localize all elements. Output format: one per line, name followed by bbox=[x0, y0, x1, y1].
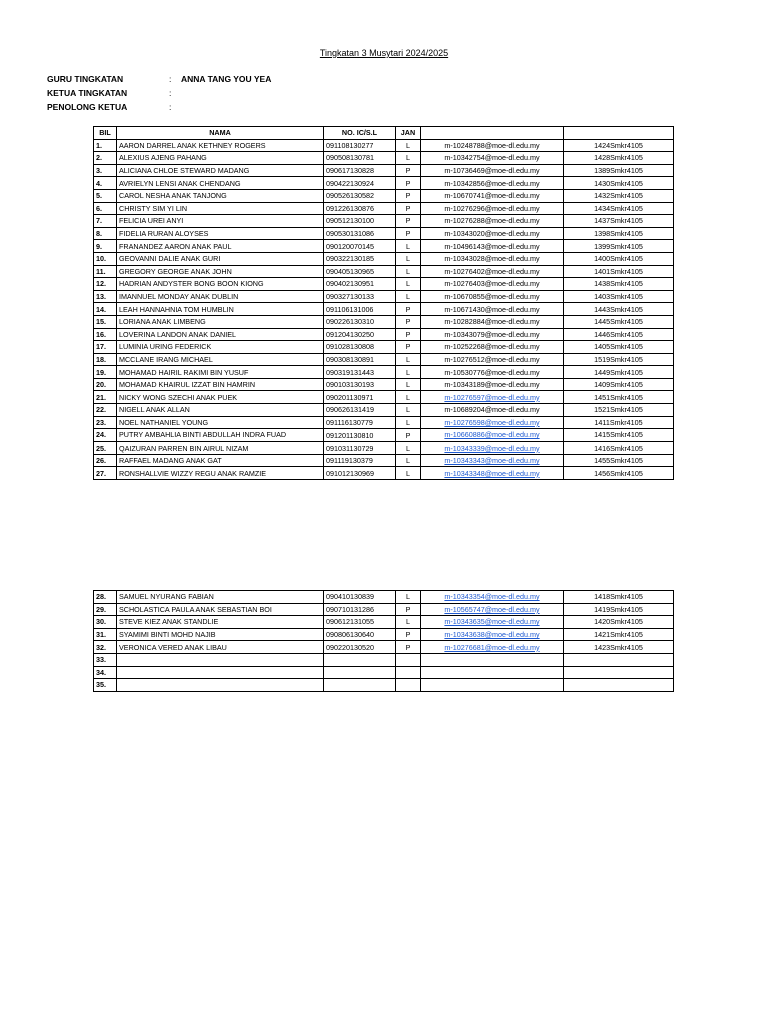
cell-email bbox=[421, 391, 564, 404]
email-link[interactable]: m-10282884@moe-dl.edu.my bbox=[444, 317, 540, 327]
cell-id: 1451Smkr4105 bbox=[564, 391, 674, 404]
cell-email bbox=[421, 429, 564, 442]
cell-bil: 4. bbox=[94, 177, 117, 190]
cell-ic: 090322130185 bbox=[324, 252, 396, 265]
cell-bil: 30. bbox=[94, 616, 117, 629]
cell-id: 1411Smkr4105 bbox=[564, 416, 674, 429]
email-link[interactable]: m-10689204@moe-dl.edu.my bbox=[444, 405, 540, 415]
cell-name: QAIZURAN PARREN BIN AIRUL NIZAM bbox=[117, 442, 324, 455]
cell-id: 1423Smkr4105 bbox=[564, 641, 674, 654]
cell-jan: L bbox=[396, 391, 421, 404]
cell-jan: P bbox=[396, 429, 421, 442]
cell-ic: 090410130839 bbox=[324, 591, 396, 604]
cell-name: VERONICA VERED ANAK LIBAU bbox=[117, 641, 324, 654]
cell-jan bbox=[396, 666, 421, 679]
email-link[interactable]: m-10276403@moe-dl.edu.my bbox=[444, 279, 540, 289]
email-link[interactable]: m-10343638@moe-dl.edu.my bbox=[444, 630, 540, 640]
cell-jan: L bbox=[396, 467, 421, 480]
email-link[interactable]: m-10252268@moe-dl.edu.my bbox=[444, 342, 540, 352]
cell-name: FELICIA UREI ANYI bbox=[117, 215, 324, 228]
cell-ic: 090530131086 bbox=[324, 227, 396, 240]
cell-name: GREGORY GEORGE ANAK JOHN bbox=[117, 265, 324, 278]
cell-bil: 1. bbox=[94, 139, 117, 152]
cell-email bbox=[421, 177, 564, 190]
cell-ic: 090327130133 bbox=[324, 290, 396, 303]
cell-bil: 19. bbox=[94, 366, 117, 379]
cell-email bbox=[421, 240, 564, 253]
cell-id bbox=[564, 666, 674, 679]
cell-ic: 090120070145 bbox=[324, 240, 396, 253]
cell-ic: 091028130808 bbox=[324, 341, 396, 354]
email-link[interactable]: m-10565747@moe-dl.edu.my bbox=[444, 604, 540, 614]
cell-email bbox=[421, 591, 564, 604]
info-row-guru bbox=[47, 72, 547, 86]
table-row bbox=[94, 641, 674, 654]
table-row bbox=[94, 152, 674, 165]
cell-ic: 090617130828 bbox=[324, 164, 396, 177]
cell-id: 1420Smkr4105 bbox=[564, 616, 674, 629]
table-row bbox=[94, 416, 674, 429]
cell-bil: 5. bbox=[94, 189, 117, 202]
cell-email bbox=[421, 278, 564, 291]
cell-jan: P bbox=[396, 328, 421, 341]
cell-jan: L bbox=[396, 290, 421, 303]
cell-bil: 10. bbox=[94, 252, 117, 265]
cell-ic: 091201130810 bbox=[324, 429, 396, 442]
email-link[interactable]: m-10343343@moe-dl.edu.my bbox=[444, 456, 540, 466]
cell-ic: 090508130781 bbox=[324, 152, 396, 165]
cell-name: AVRIELYN LENSI ANAK CHENDANG bbox=[117, 177, 324, 190]
header-email bbox=[421, 127, 564, 140]
cell-email bbox=[421, 442, 564, 455]
cell-bil: 14. bbox=[94, 303, 117, 316]
email-link[interactable]: m-10276598@moe-dl.edu.my bbox=[444, 417, 540, 427]
cell-bil: 20. bbox=[94, 378, 117, 391]
email-link[interactable]: m-10670855@moe-dl.edu.my bbox=[444, 292, 540, 302]
table-row bbox=[94, 189, 674, 202]
header-jan: JAN bbox=[396, 127, 421, 140]
cell-bil: 7. bbox=[94, 215, 117, 228]
email-link[interactable]: m-10671430@moe-dl.edu.my bbox=[444, 304, 540, 314]
cell-id: 1456Smkr4105 bbox=[564, 467, 674, 480]
email-link[interactable]: m-10276512@moe-dl.edu.my bbox=[444, 354, 540, 364]
cell-name: ALEXIUS AJENG PAHANG bbox=[117, 152, 324, 165]
cell-id: 1434Smkr4105 bbox=[564, 202, 674, 215]
student-table-1 bbox=[93, 126, 674, 480]
table-row bbox=[94, 366, 674, 379]
table-row bbox=[94, 278, 674, 291]
cell-email bbox=[421, 189, 564, 202]
cell-ic: 090526130582 bbox=[324, 189, 396, 202]
cell-ic: 091226130876 bbox=[324, 202, 396, 215]
cell-name: FRANANDEZ AARON ANAK PAUL bbox=[117, 240, 324, 253]
cell-ic: 091012130969 bbox=[324, 467, 396, 480]
table-row bbox=[94, 240, 674, 253]
cell-ic: 090806130640 bbox=[324, 628, 396, 641]
cell-id bbox=[564, 679, 674, 692]
cell-bil: 35. bbox=[94, 679, 117, 692]
cell-ic: 091204130250 bbox=[324, 328, 396, 341]
cell-name: NIGELL ANAK ALLAN bbox=[117, 404, 324, 417]
cell-jan: L bbox=[396, 404, 421, 417]
cell-jan: P bbox=[396, 628, 421, 641]
table-row bbox=[94, 215, 674, 228]
cell-id: 1389Smkr4105 bbox=[564, 164, 674, 177]
cell-name: SCHOLASTICA PAULA ANAK SEBASTIAN BOI bbox=[117, 603, 324, 616]
cell-email bbox=[421, 303, 564, 316]
table-row bbox=[94, 139, 674, 152]
email-link[interactable]: m-10276288@moe-dl.edu.my bbox=[444, 216, 540, 226]
cell-jan: L bbox=[396, 139, 421, 152]
cell-email bbox=[421, 328, 564, 341]
table-row bbox=[94, 177, 674, 190]
cell-id: 1443Smkr4105 bbox=[564, 303, 674, 316]
page-title: Tingkatan 3 Musytari 2024/2025 bbox=[319, 48, 449, 58]
header-bil: BIL bbox=[94, 127, 117, 140]
cell-name: FIDELIA RURAN ALOYSES bbox=[117, 227, 324, 240]
cell-ic: 090201130971 bbox=[324, 391, 396, 404]
info-row-ketua bbox=[47, 86, 547, 100]
cell-email bbox=[421, 666, 564, 679]
cell-bil: 17. bbox=[94, 341, 117, 354]
cell-name: LEAH HANNAHNIA TOM HUMBLIN bbox=[117, 303, 324, 316]
cell-ic: 091031130729 bbox=[324, 442, 396, 455]
cell-name: LORIANA ANAK LIMBENG bbox=[117, 315, 324, 328]
cell-name: MCCLANE IRANG MICHAEL bbox=[117, 353, 324, 366]
cell-jan: L bbox=[396, 442, 421, 455]
table-row bbox=[94, 303, 674, 316]
cell-jan: P bbox=[396, 641, 421, 654]
cell-ic: 090226130310 bbox=[324, 315, 396, 328]
email-link[interactable]: m-10276402@moe-dl.edu.my bbox=[444, 266, 540, 276]
cell-bil: 15. bbox=[94, 315, 117, 328]
cell-name: HADRIAN ANDYSTER BONG BOON KIONG bbox=[117, 278, 324, 291]
email-link[interactable]: m-10343028@moe-dl.edu.my bbox=[444, 254, 540, 264]
cell-name: MOHAMAD HAIRIL RAKIMI BIN YUSUF bbox=[117, 366, 324, 379]
cell-ic: 090308130891 bbox=[324, 353, 396, 366]
email-link[interactable]: m-10736469@moe-dl.edu.my bbox=[444, 166, 540, 176]
cell-id: 1405Smkr4105 bbox=[564, 341, 674, 354]
email-link[interactable]: m-10276296@moe-dl.edu.my bbox=[444, 203, 540, 213]
cell-ic: 090402130951 bbox=[324, 278, 396, 291]
table-row bbox=[94, 353, 674, 366]
cell-jan: L bbox=[396, 265, 421, 278]
table-row bbox=[94, 290, 674, 303]
email-link[interactable]: m-10276681@moe-dl.edu.my bbox=[444, 642, 540, 652]
student-table-2 bbox=[93, 590, 674, 692]
cell-id: 1409Smkr4105 bbox=[564, 378, 674, 391]
info-label: GURU TINGKATAN bbox=[47, 74, 124, 84]
cell-bil: 25. bbox=[94, 442, 117, 455]
cell-email bbox=[421, 603, 564, 616]
cell-name: LOVERINA LANDON ANAK DANIEL bbox=[117, 328, 324, 341]
cell-jan: L bbox=[396, 591, 421, 604]
info-colon: : bbox=[169, 74, 172, 84]
cell-name: RONSHALLVIE WIZZY REGU ANAK RAMZIE bbox=[117, 467, 324, 480]
email-link[interactable]: m-10343339@moe-dl.edu.my bbox=[444, 443, 540, 453]
cell-id: 1449Smkr4105 bbox=[564, 366, 674, 379]
table-row bbox=[94, 679, 674, 692]
email-link[interactable]: m-10342856@moe-dl.edu.my bbox=[444, 178, 540, 188]
cell-bil: 24. bbox=[94, 429, 117, 442]
cell-email bbox=[421, 164, 564, 177]
table-row bbox=[94, 252, 674, 265]
cell-name: AARON DARREL ANAK KETHNEY ROGERS bbox=[117, 139, 324, 152]
cell-email bbox=[421, 641, 564, 654]
cell-bil: 32. bbox=[94, 641, 117, 654]
info-label: KETUA TINGKATAN bbox=[47, 88, 128, 98]
cell-name: SYAMIMI BINTI MOHD NAJIB bbox=[117, 628, 324, 641]
cell-id: 1438Smkr4105 bbox=[564, 278, 674, 291]
info-value: ANNA TANG YOU YEA bbox=[181, 74, 272, 84]
cell-email bbox=[421, 467, 564, 480]
cell-ic: 090626131419 bbox=[324, 404, 396, 417]
cell-name: STEVE KIEZ ANAK STANDLIE bbox=[117, 616, 324, 629]
table-row bbox=[94, 628, 674, 641]
cell-jan: L bbox=[396, 240, 421, 253]
cell-email bbox=[421, 366, 564, 379]
email-link[interactable]: m-10343189@moe-dl.edu.my bbox=[444, 380, 540, 390]
cell-ic: 091116130779 bbox=[324, 416, 396, 429]
cell-jan: P bbox=[396, 202, 421, 215]
cell-bil: 28. bbox=[94, 591, 117, 604]
cell-id: 1415Smkr4105 bbox=[564, 429, 674, 442]
cell-ic: 090103130193 bbox=[324, 378, 396, 391]
cell-name: SAMUEL NYURANG FABIAN bbox=[117, 591, 324, 604]
table-row bbox=[94, 616, 674, 629]
info-row-penolong bbox=[47, 100, 547, 114]
cell-bil: 22. bbox=[94, 404, 117, 417]
cell-email bbox=[421, 628, 564, 641]
cell-email bbox=[421, 290, 564, 303]
cell-bil: 26. bbox=[94, 454, 117, 467]
cell-email bbox=[421, 215, 564, 228]
cell-jan: L bbox=[396, 454, 421, 467]
cell-ic: 090612131055 bbox=[324, 616, 396, 629]
cell-ic: 090220130520 bbox=[324, 641, 396, 654]
cell-jan: L bbox=[396, 278, 421, 291]
info-colon: : bbox=[169, 88, 172, 98]
cell-name: IMANNUEL MONDAY ANAK DUBLIN bbox=[117, 290, 324, 303]
cell-email bbox=[421, 353, 564, 366]
cell-ic: 090512130100 bbox=[324, 215, 396, 228]
cell-name: CHRISTY SIM YI LIN bbox=[117, 202, 324, 215]
cell-email bbox=[421, 616, 564, 629]
cell-jan: L bbox=[396, 152, 421, 165]
cell-bil: 2. bbox=[94, 152, 117, 165]
cell-id: 1519Smkr4105 bbox=[564, 353, 674, 366]
cell-id: 1446Smkr4105 bbox=[564, 328, 674, 341]
table-row bbox=[94, 591, 674, 604]
cell-id: 1521Smkr4105 bbox=[564, 404, 674, 417]
cell-id: 1398Smkr4105 bbox=[564, 227, 674, 240]
table-row bbox=[94, 666, 674, 679]
cell-jan: L bbox=[396, 252, 421, 265]
table-row bbox=[94, 265, 674, 278]
cell-ic: 090710131286 bbox=[324, 603, 396, 616]
cell-name: CAROL NESHA ANAK TANJONG bbox=[117, 189, 324, 202]
email-link[interactable]: m-10343020@moe-dl.edu.my bbox=[444, 229, 540, 239]
cell-id: 1416Smkr4105 bbox=[564, 442, 674, 455]
table-row bbox=[94, 442, 674, 455]
cell-email bbox=[421, 341, 564, 354]
cell-jan: P bbox=[396, 303, 421, 316]
cell-jan bbox=[396, 653, 421, 666]
email-link[interactable]: m-10343079@moe-dl.edu.my bbox=[444, 329, 540, 339]
cell-id: 1399Smkr4105 bbox=[564, 240, 674, 253]
cell-jan: L bbox=[396, 378, 421, 391]
table-row bbox=[94, 603, 674, 616]
cell-id: 1430Smkr4105 bbox=[564, 177, 674, 190]
email-link[interactable]: m-10276597@moe-dl.edu.my bbox=[444, 392, 540, 402]
email-link[interactable]: m-10342754@moe-dl.edu.my bbox=[444, 153, 540, 163]
info-label: PENOLONG KETUA bbox=[47, 102, 128, 112]
cell-bil: 23. bbox=[94, 416, 117, 429]
cell-jan bbox=[396, 679, 421, 692]
cell-name: MOHAMAD KHAIRUL IZZAT BIN HAMRIN bbox=[117, 378, 324, 391]
info-colon: : bbox=[169, 102, 172, 112]
cell-id: 1437Smkr4105 bbox=[564, 215, 674, 228]
cell-ic: 090422130924 bbox=[324, 177, 396, 190]
cell-name: GEOVANNI DALIE ANAK GURI bbox=[117, 252, 324, 265]
cell-ic bbox=[324, 679, 396, 692]
cell-ic: 090319131443 bbox=[324, 366, 396, 379]
cell-jan: L bbox=[396, 366, 421, 379]
cell-ic: 090405130965 bbox=[324, 265, 396, 278]
cell-jan: P bbox=[396, 603, 421, 616]
cell-email bbox=[421, 679, 564, 692]
cell-id: 1445Smkr4105 bbox=[564, 315, 674, 328]
cell-name bbox=[117, 653, 324, 666]
cell-bil: 13. bbox=[94, 290, 117, 303]
cell-bil: 21. bbox=[94, 391, 117, 404]
table-row bbox=[94, 378, 674, 391]
table-row bbox=[94, 227, 674, 240]
cell-ic bbox=[324, 666, 396, 679]
cell-jan: P bbox=[396, 164, 421, 177]
cell-name: NOEL NATHANIEL YOUNG bbox=[117, 416, 324, 429]
cell-bil: 12. bbox=[94, 278, 117, 291]
cell-email bbox=[421, 265, 564, 278]
table-header-row bbox=[94, 127, 674, 140]
cell-bil: 11. bbox=[94, 265, 117, 278]
cell-name bbox=[117, 679, 324, 692]
cell-jan: L bbox=[396, 616, 421, 629]
cell-jan: P bbox=[396, 227, 421, 240]
email-link[interactable]: m-10660886@moe-dl.edu.my bbox=[444, 430, 540, 440]
cell-bil: 8. bbox=[94, 227, 117, 240]
cell-bil: 3. bbox=[94, 164, 117, 177]
cell-bil: 9. bbox=[94, 240, 117, 253]
cell-id: 1428Smkr4105 bbox=[564, 152, 674, 165]
cell-ic: 091106131006 bbox=[324, 303, 396, 316]
cell-email bbox=[421, 404, 564, 417]
cell-name bbox=[117, 666, 324, 679]
cell-jan: P bbox=[396, 215, 421, 228]
cell-email bbox=[421, 454, 564, 467]
cell-id: 1419Smkr4105 bbox=[564, 603, 674, 616]
email-link[interactable]: m-10343635@moe-dl.edu.my bbox=[444, 617, 540, 627]
cell-name: PUTRY AMBAHLIA BINTI ABDULLAH INDRA FUAD bbox=[117, 429, 324, 442]
cell-email bbox=[421, 653, 564, 666]
email-link[interactable]: m-10248788@moe-dl.edu.my bbox=[444, 140, 540, 150]
table-row bbox=[94, 653, 674, 666]
cell-email bbox=[421, 252, 564, 265]
cell-bil: 29. bbox=[94, 603, 117, 616]
table-row bbox=[94, 404, 674, 417]
table-row bbox=[94, 341, 674, 354]
cell-ic bbox=[324, 653, 396, 666]
cell-bil: 18. bbox=[94, 353, 117, 366]
cell-email bbox=[421, 152, 564, 165]
table-row bbox=[94, 429, 674, 442]
header-ic: NO. IC/S.L bbox=[324, 127, 396, 140]
header-nama: NAMA bbox=[117, 127, 324, 140]
cell-bil: 16. bbox=[94, 328, 117, 341]
cell-jan: L bbox=[396, 353, 421, 366]
cell-id: 1403Smkr4105 bbox=[564, 290, 674, 303]
cell-id: 1424Smkr4105 bbox=[564, 139, 674, 152]
cell-jan: P bbox=[396, 177, 421, 190]
email-link[interactable]: m-10670741@moe-dl.edu.my bbox=[444, 191, 540, 201]
cell-jan: P bbox=[396, 315, 421, 328]
table-row bbox=[94, 391, 674, 404]
cell-email bbox=[421, 202, 564, 215]
email-link[interactable]: m-10496143@moe-dl.edu.my bbox=[444, 241, 540, 251]
email-link[interactable]: m-10343354@moe-dl.edu.my bbox=[444, 592, 540, 602]
cell-name: RAFFAEL MADANG ANAK GAT bbox=[117, 454, 324, 467]
email-link[interactable]: m-10530776@moe-dl.edu.my bbox=[444, 367, 540, 377]
cell-email bbox=[421, 227, 564, 240]
table-row bbox=[94, 328, 674, 341]
cell-email bbox=[421, 378, 564, 391]
header-id bbox=[564, 127, 674, 140]
cell-jan: P bbox=[396, 189, 421, 202]
cell-jan: L bbox=[396, 416, 421, 429]
cell-bil: 27. bbox=[94, 467, 117, 480]
cell-id: 1418Smkr4105 bbox=[564, 591, 674, 604]
cell-name: LUMINIA URING FEDERICK bbox=[117, 341, 324, 354]
cell-id: 1455Smkr4105 bbox=[564, 454, 674, 467]
cell-email bbox=[421, 315, 564, 328]
cell-ic: 091119130379 bbox=[324, 454, 396, 467]
table-row bbox=[94, 164, 674, 177]
email-link[interactable]: m-10343348@moe-dl.edu.my bbox=[444, 468, 540, 478]
cell-id: 1401Smkr4105 bbox=[564, 265, 674, 278]
cell-bil: 6. bbox=[94, 202, 117, 215]
cell-email bbox=[421, 139, 564, 152]
cell-id: 1400Smkr4105 bbox=[564, 252, 674, 265]
cell-name: NICKY WONG SZECHI ANAK PUEK bbox=[117, 391, 324, 404]
table-row bbox=[94, 315, 674, 328]
cell-ic: 091108130277 bbox=[324, 139, 396, 152]
cell-id: 1421Smkr4105 bbox=[564, 628, 674, 641]
cell-email bbox=[421, 416, 564, 429]
cell-jan: P bbox=[396, 341, 421, 354]
table-row bbox=[94, 454, 674, 467]
cell-bil: 31. bbox=[94, 628, 117, 641]
cell-bil: 34. bbox=[94, 666, 117, 679]
class-info bbox=[47, 72, 547, 114]
cell-id bbox=[564, 653, 674, 666]
table-row bbox=[94, 202, 674, 215]
cell-bil: 33. bbox=[94, 653, 117, 666]
table-row bbox=[94, 467, 674, 480]
cell-name: ALICIANA CHLOE STEWARD MADANG bbox=[117, 164, 324, 177]
cell-id: 1432Smkr4105 bbox=[564, 189, 674, 202]
